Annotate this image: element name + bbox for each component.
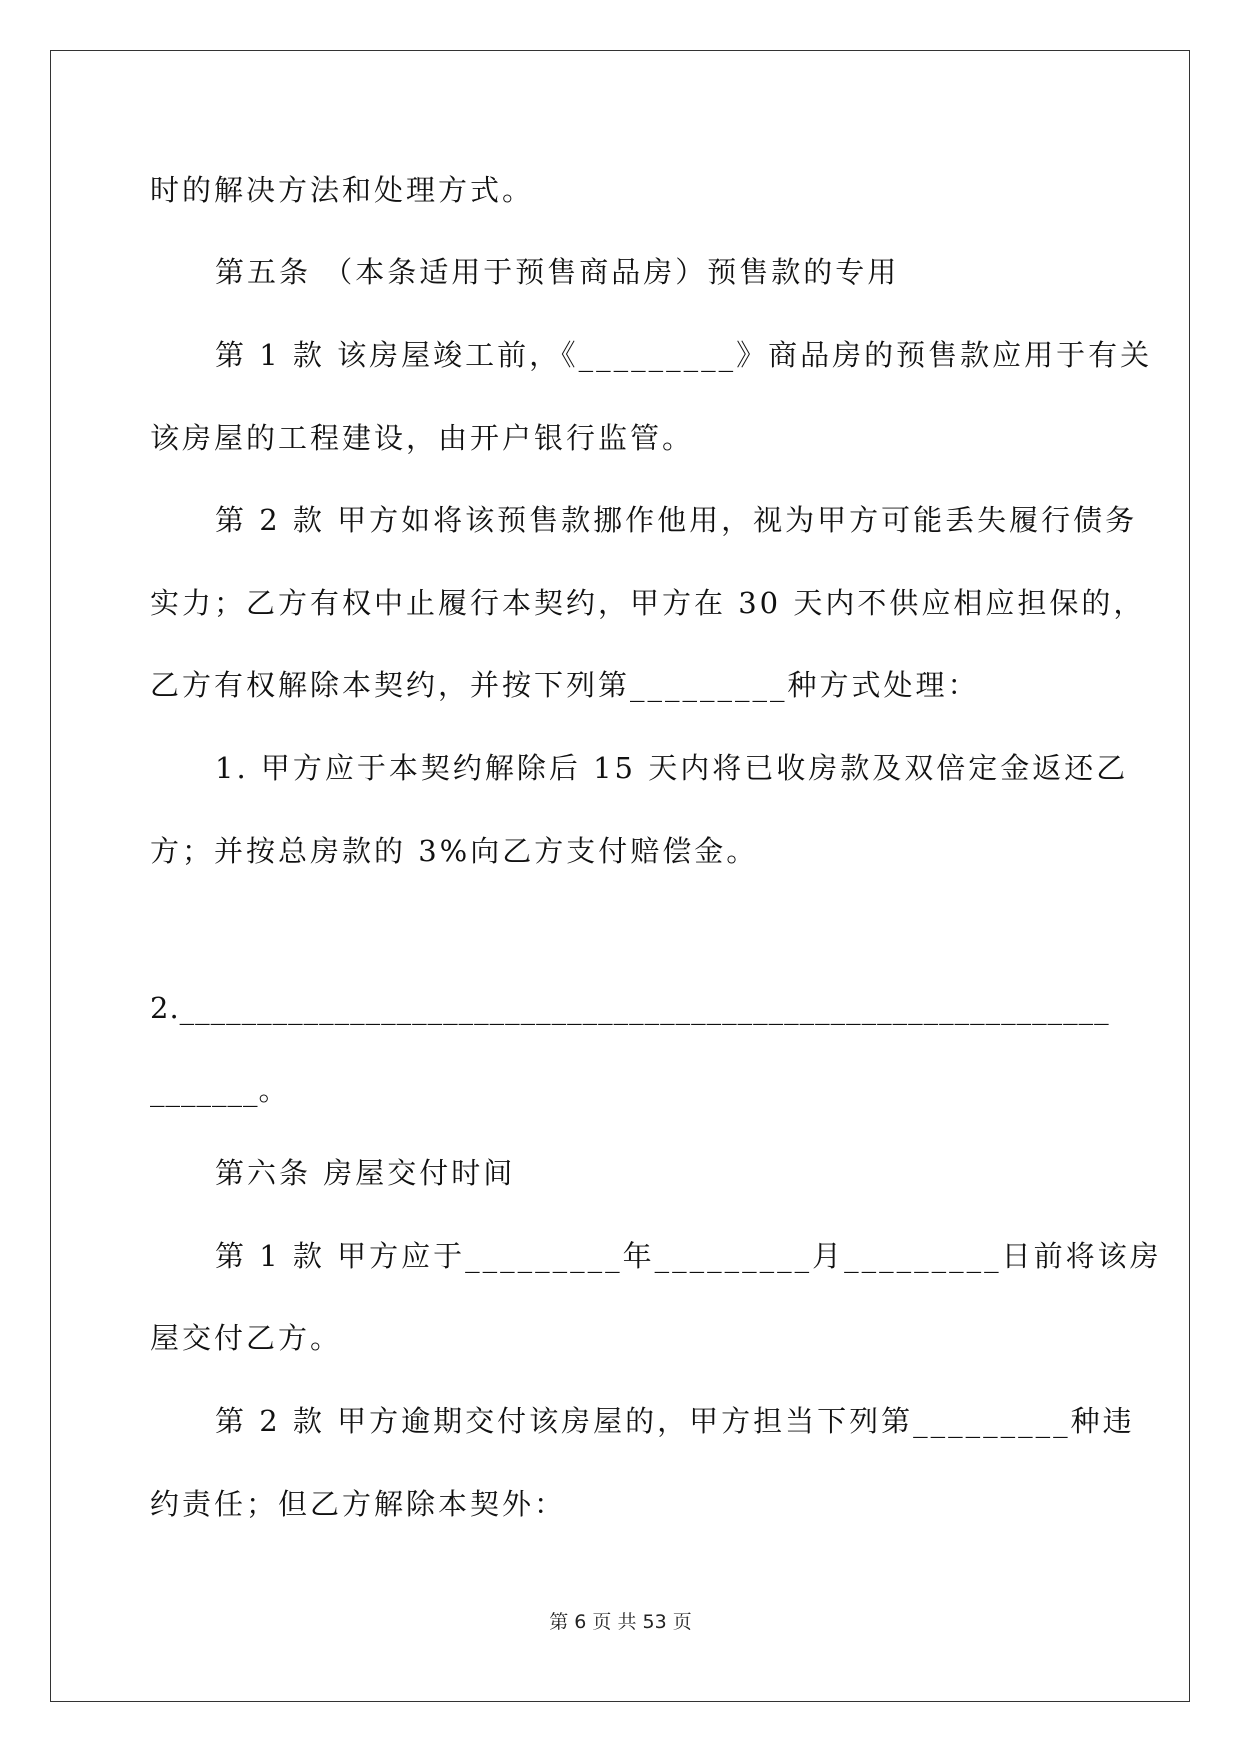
text-line: 屋交付乙方。: [150, 1321, 343, 1355]
text-line: 方；并按总房款的 3%向乙方支付赔偿金。: [150, 834, 759, 868]
text-line: 该房屋的工程建设，由开户银行监管。: [150, 421, 695, 455]
text-line: 第 1 款 甲方应于_________年_________月_________日前将该房: [215, 1239, 1162, 1273]
text-line: 第 2 款 甲方逾期交付该房屋的，甲方担当下列第_________种违: [215, 1404, 1135, 1438]
text-line: 第 2 款 甲方如将该预售款挪作他用，视为甲方可能丢失履行债务: [215, 503, 1138, 537]
text-line: 实力；乙方有权中止履行本契约，甲方在 30 天内不供应相应担保的，: [150, 586, 1146, 620]
text-line: 约责任；但乙方解除本契外：: [150, 1487, 567, 1521]
text-line: 时的解决方法和处理方式。: [150, 173, 535, 207]
text-line: 乙方有权解除本契约，并按下列第_________种方式处理：: [150, 668, 980, 702]
article-heading: 第五条 （本条适用于预售商品房）预售款的专用: [215, 255, 900, 289]
text-line: 2.____________________________________________________________: [150, 991, 1110, 1025]
text-line: _______。: [150, 1073, 289, 1107]
page-border: [50, 50, 1190, 1702]
text-line: 1. 甲方应于本契约解除后 15 天内将已收房款及双倍定金返还乙: [215, 751, 1129, 785]
text-line: 第 1 款 该房屋竣工前，《_________》商品房的预售款应用于有关: [215, 338, 1153, 372]
page-number: 第 6 页 共 53 页: [549, 1611, 692, 1633]
article-heading: 第六条 房屋交付时间: [215, 1156, 516, 1190]
